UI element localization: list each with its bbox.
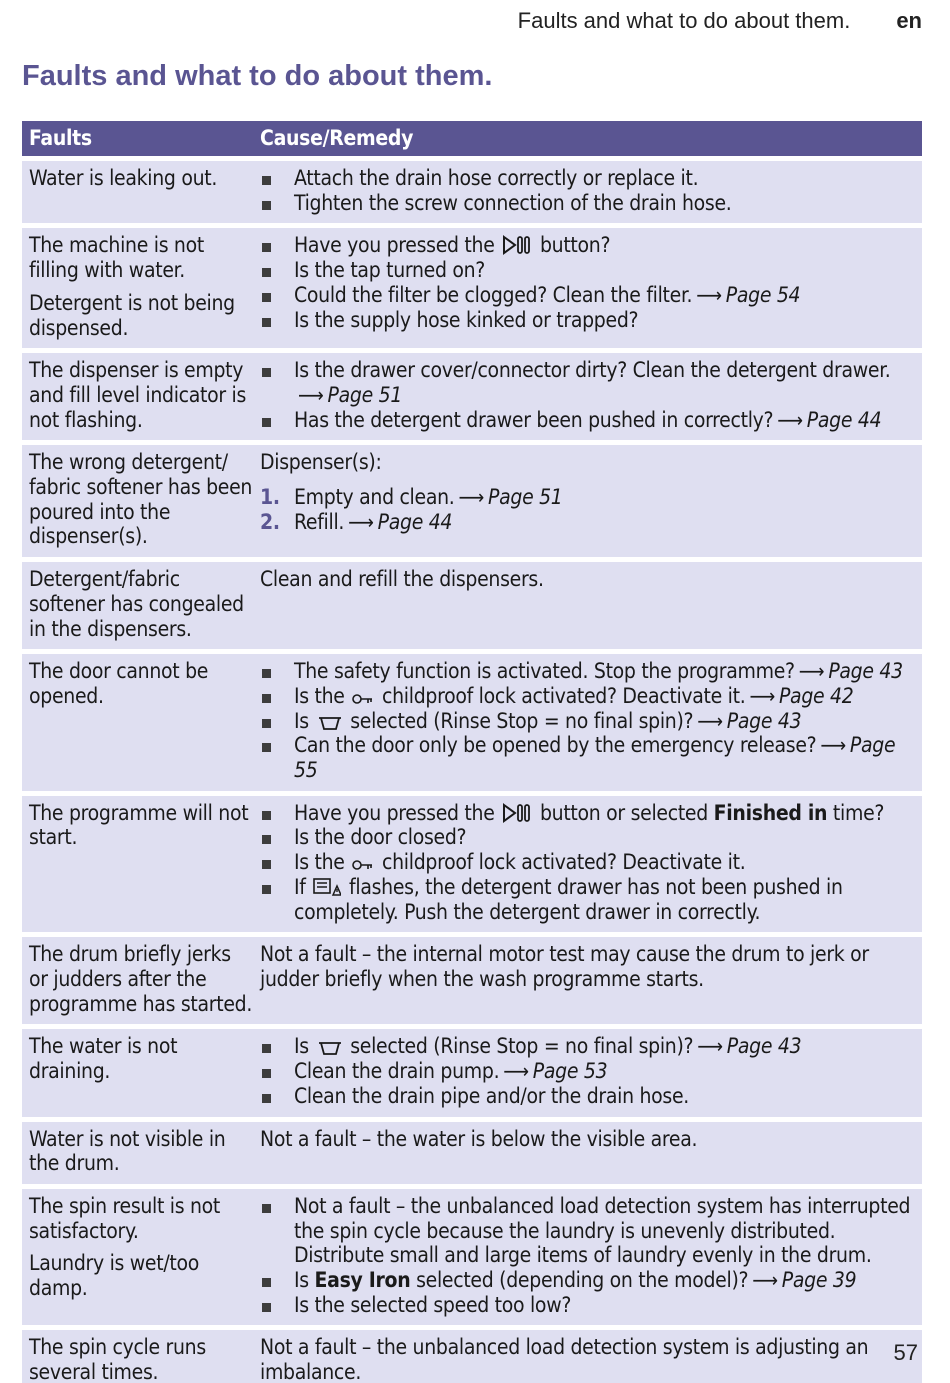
page-reference[interactable]: Page 43 [726,1034,802,1059]
remedy-item [260,684,916,709]
remedy-steps [260,485,916,534]
fault-text: The dispenser is empty and fill level indicator is not flashing. [29,358,247,432]
start-pause-icon [502,235,532,255]
arrow-right-icon: ⟶ [696,282,722,307]
fault-cell [22,1189,254,1326]
remedy-cell: Clean and refill the dispensers. [260,567,544,592]
page-reference[interactable]: Page 43 [726,708,802,733]
step-label: Empty and clean. [294,485,455,510]
remedy-item [260,233,916,258]
table-row [22,937,922,1024]
start-pause-icon [502,803,532,823]
remedy-item [260,875,916,924]
fault-text: Detergent is not being dispensed. [29,290,235,340]
remedy-intro: Dispenser(s): [260,450,382,475]
remedy-text: button? [539,233,611,258]
remedy-text: childproof lock activated? Deactivate it. [382,683,746,708]
remedy-text: Is the [294,850,345,875]
fault-cell [22,228,254,348]
remedy-item [260,1268,916,1293]
page-reference[interactable]: Page 43 [828,659,903,684]
remedy-list [260,1194,916,1318]
running-title: Faults and what to do about them. [517,8,851,33]
arrow-right-icon: ⟶ [348,509,374,534]
remedy-text: Can the door only be opened by the emergency release? [294,733,817,758]
fault-text: The water is not draining. [29,1034,178,1084]
remedy-list [260,659,916,783]
fault-cell [22,796,254,933]
remedy-item: Not a fault – the unbalanced load detection system has interrupted the spin cycle because the laundry is unevenly distributed. Distribute small and large items of laundry evenly in the drum. [260,1194,916,1268]
remedy-item [260,1059,916,1084]
remedy-item: Is the tap turned on? [260,258,916,283]
fault-text: The spin result is not satisfactory. [29,1193,221,1243]
arrow-right-icon: ⟶ [503,1059,529,1084]
table-row [22,1029,922,1116]
running-header [518,8,922,34]
remedy-text: Is the [294,683,345,708]
table-row [22,161,922,223]
remedy-cell [254,1029,922,1116]
table-row [22,1122,922,1184]
remedy-cell [254,1189,922,1326]
remedy-text: If [294,874,306,899]
table-row [22,562,922,649]
remedy-item [260,283,916,308]
remedy-item [260,801,916,826]
language-code: en [896,8,922,33]
remedy-item: Attach the drain hose correctly or replace it. [260,166,916,191]
remedy-item: Tighten the screw connection of the drain hose. [260,191,916,216]
fault-text: Water is not visible in the drum. [29,1126,226,1176]
remedy-text: flashes, the detergent drawer has not been pushed in completely. Push the detergent drawer in correctly. [294,874,843,924]
rinse-stop-icon [317,1040,343,1056]
remedy-text: Could the filter be clogged? Clean the filter. [294,282,693,307]
page-reference[interactable]: Page 54 [725,282,801,307]
fault-cell [22,1029,254,1116]
remedy-cell [254,796,922,933]
column-header-faults: Faults [29,126,92,151]
remedy-text: button or selected [539,800,708,825]
remedy-cell [254,353,922,440]
remedy-item [260,850,916,875]
remedy-list [260,801,916,925]
remedy-text: Have you pressed the [294,233,495,258]
remedy-item [260,659,916,684]
table-header [22,121,922,156]
fault-cell [22,161,254,223]
remedy-item [260,709,916,734]
arrow-right-icon: ⟶ [697,708,723,733]
remedy-item: Clean the drain pipe and/or the drain hose. [260,1084,916,1109]
remedy-cell [254,445,922,557]
fault-cell [22,654,254,791]
page-title: Faults and what to do about them. [22,60,493,92]
remedy-item: Is the door closed? [260,825,916,850]
fault-cell [22,1330,254,1383]
page-reference[interactable]: Page 42 [778,683,854,708]
table-row [22,1330,922,1383]
childproof-lock-icon [352,692,374,706]
fault-cell [22,353,254,440]
table-row [22,445,922,557]
page-reference[interactable]: Page 55 [294,733,896,783]
remedy-text: Have you pressed the [294,800,495,825]
page-reference[interactable]: Page 44 [377,509,453,534]
childproof-lock-icon [352,858,374,872]
step-number: 2. [260,509,280,534]
remedy-item: Is the selected speed too low? [260,1293,916,1318]
step-number: 1. [260,485,280,510]
fault-text: Detergent/fabric softener has congealed in the dispensers. [29,567,244,641]
faults-table [22,121,922,1383]
fault-text: Water is leaking out. [29,166,218,190]
remedy-keyword: Easy Iron [314,1268,411,1293]
arrow-right-icon: ⟶ [298,382,324,407]
remedy-text: selected (Rinse Stop = no final spin)? [350,1034,694,1059]
remedy-list [260,1034,916,1108]
step-text [294,510,452,535]
arrow-right-icon: ⟶ [752,1268,778,1293]
remedy-text: Has the detergent drawer been pushed in correctly? [294,407,774,432]
page-number: 57 [893,1340,918,1365]
arrow-right-icon: ⟶ [820,733,846,758]
remedy-cell: Not a fault – the unbalanced load detection system is adjusting an imbalance. [260,1335,869,1383]
fault-text: The wrong detergent/ fabric softener has been poured into the dispenser(s). [29,450,253,549]
remedy-item [260,408,916,433]
fault-cell [22,562,254,649]
column-header-remedy: Cause/Remedy [260,126,414,151]
remedy-item [260,733,916,782]
fault-text: The door cannot be opened. [29,659,209,708]
remedy-keyword: Finished in [713,800,828,825]
step-label: Refill. [294,509,345,534]
remedy-text: Is [294,708,309,733]
remedy-text: Clean the drain pump. [294,1059,500,1084]
arrow-right-icon: ⟶ [697,1034,723,1059]
page-reference[interactable]: Page 53 [532,1059,608,1084]
remedy-cell: Not a fault – the water is below the visible area. [260,1126,698,1151]
fault-text: The spin cycle runs several times. [29,1335,206,1383]
fault-text: The programme will not start. [29,800,249,850]
fault-cell [22,937,254,1024]
remedy-text: selected (Rinse Stop = no final spin)? [350,708,694,733]
detergent-drawer-warning-icon [313,877,341,897]
arrow-right-icon: ⟶ [798,659,825,684]
fault-cell [22,1122,254,1184]
remedy-text: The safety function is activated. Stop the programme? [294,659,795,684]
table-row [22,654,922,791]
remedy-item [260,358,916,407]
remedy-list [260,358,916,432]
table-row [22,796,922,933]
arrow-right-icon: ⟶ [749,683,775,708]
remedy-list [260,233,916,332]
remedy-text: Is [294,1034,309,1059]
page-reference[interactable]: Page 39 [781,1268,857,1293]
arrow-right-icon: ⟶ [777,407,803,432]
remedy-text: selected (depending on the model)? [416,1268,749,1293]
remedy-text: time? [832,800,885,825]
remedy-cell [254,654,922,791]
remedy-item: Is the supply hose kinked or trapped? [260,308,916,333]
remedy-list [260,166,916,215]
remedy-text: Is the drawer cover/connector dirty? Clean the detergent drawer. [294,358,891,383]
page-reference[interactable]: Page 51 [327,382,403,407]
table-row [22,353,922,440]
remedy-text: Is [294,1268,309,1293]
remedy-cell [254,228,922,348]
step-text [294,485,563,510]
page-reference[interactable]: Page 44 [806,407,882,432]
remedy-cell: Not a fault – the internal motor test may cause the drum to jerk or judder briefly when the wash programme starts. [260,942,869,991]
remedy-item [260,1034,916,1059]
remedy-cell [254,161,922,223]
page-reference[interactable]: Page 51 [488,485,563,510]
rinse-stop-icon [317,715,343,731]
fault-text: The drum briefly jerks or judders after the programme has started. [29,942,253,1016]
table-row [22,1189,922,1326]
fault-text: The machine is not filling with water. [29,233,204,283]
table-row [22,228,922,348]
remedy-step [260,485,916,510]
fault-text: Laundry is wet/too damp. [29,1251,200,1301]
fault-cell [22,445,254,557]
remedy-text: childproof lock activated? Deactivate it. [382,850,746,875]
arrow-right-icon: ⟶ [458,485,484,510]
remedy-step [260,510,916,535]
